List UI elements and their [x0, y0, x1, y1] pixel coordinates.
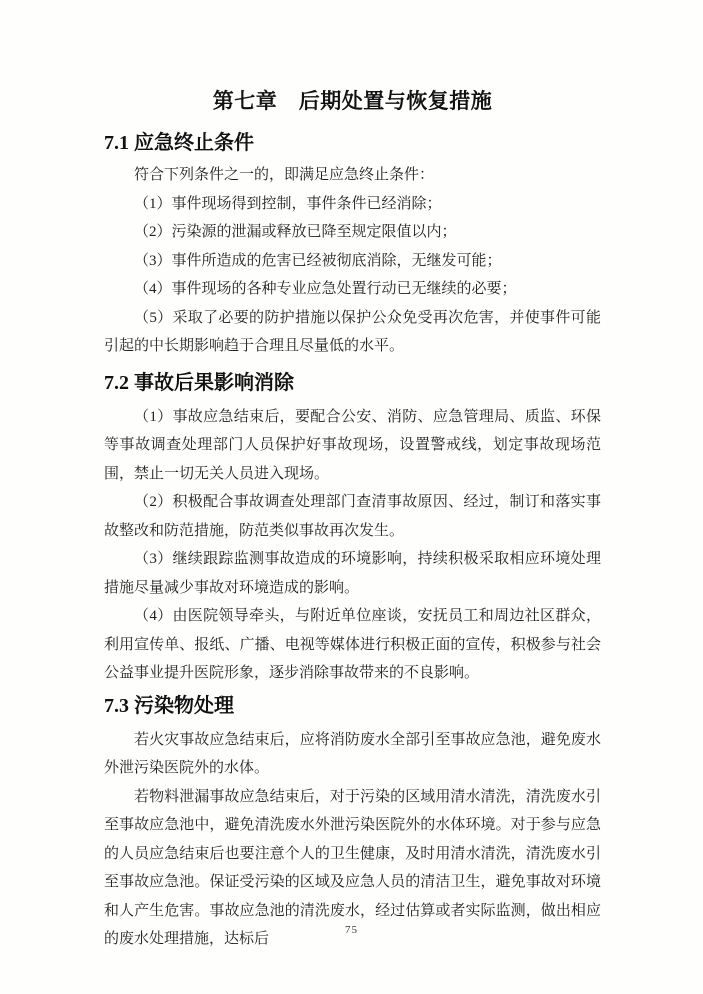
- paragraph-intro: 符合下列条件之一的，即满足应急终止条件：: [134, 167, 435, 183]
- paragraph-item-3: （3）事件所造成的危害已经被彻底消除，无继发可能；: [134, 252, 502, 269]
- paragraph-2: 若物料泄漏事故应急结束后，对于污染的区域用清水清洗，清洗废水引至事故应急池中，避免清洗废水外泄污染医院外的水体环境。对于参与应急的人员应急结束后也要注意个人的卫生健康，及时用清水清洗，清洗废水引至事故应急池。保证受污染的区域及应急人员的清洁卫生，避免事故对环境和人产生危害。事故应急池的清洗废水，经过估算或者实际监测，做出相应的废水处理措施，达标后: [104, 788, 601, 947]
- paragraph-item-4: （4）事件现场的各种专业应急处置行动已无继续的必要；: [134, 281, 517, 297]
- paragraph-item-3: （3）继续跟踪监测事故造成的环境影响，持续积极采取相应环境处理措施尽量减少事故对环境造成的影响。: [104, 551, 601, 596]
- chapter-title: 第七章 后期处置与恢复措施: [212, 89, 493, 113]
- section-7-1-heading: 7.1 应急终止条件: [104, 132, 254, 154]
- paragraph-item-2: （2）污染源的泄漏或释放已降至规定限值以内；: [134, 224, 457, 240]
- paragraph-item-1: （1）事故应急结束后，要配合公安、消防、应急管理局、质监、环保等事故调查处理部门人员保护好事故现场，设置警戒线，划定事故现场范围，禁止一切无关人员进入现场。: [104, 408, 601, 482]
- paragraph-item-2: （2）积极配合事故调查处理部门查清事故原因、经过，制订和落实事故整改和防范措施，防范类似事故再次发生。: [104, 494, 601, 539]
- paragraph-item-5: （5）采取了必要的防护措施以保护公众免受再次危害，并使事件可能引起的中长期影响趋于合理且尽量低的水平。: [104, 309, 601, 354]
- paragraph-item-1: （1）事件现场得到控制，事件条件已经消除；: [134, 195, 442, 212]
- section-7-1: [104, 129, 601, 361]
- section-7-2: [104, 369, 601, 688]
- paragraph-item-4: （4）由医院领导牵头，与附近单位座谈，安抚员工和周边社区群众，利用宣传单、报纸、广播、电视等媒体进行积极正面的宣传，积极参与社会公益事业提升医院形象，逐步消除事故带来的不良影响。: [104, 608, 601, 681]
- section-7-2-heading: 7.2 事故后果影响消除: [104, 371, 294, 394]
- page-number: 75: [345, 924, 358, 936]
- section-7-3-heading: 7.3 污染物处理: [104, 694, 234, 717]
- section-7-3: [104, 692, 601, 954]
- paragraph-1: 若火灾事故应急结束后，应将消防废水全部引至事故应急池，避免废水外泄污染医院外的水体。: [104, 731, 601, 776]
